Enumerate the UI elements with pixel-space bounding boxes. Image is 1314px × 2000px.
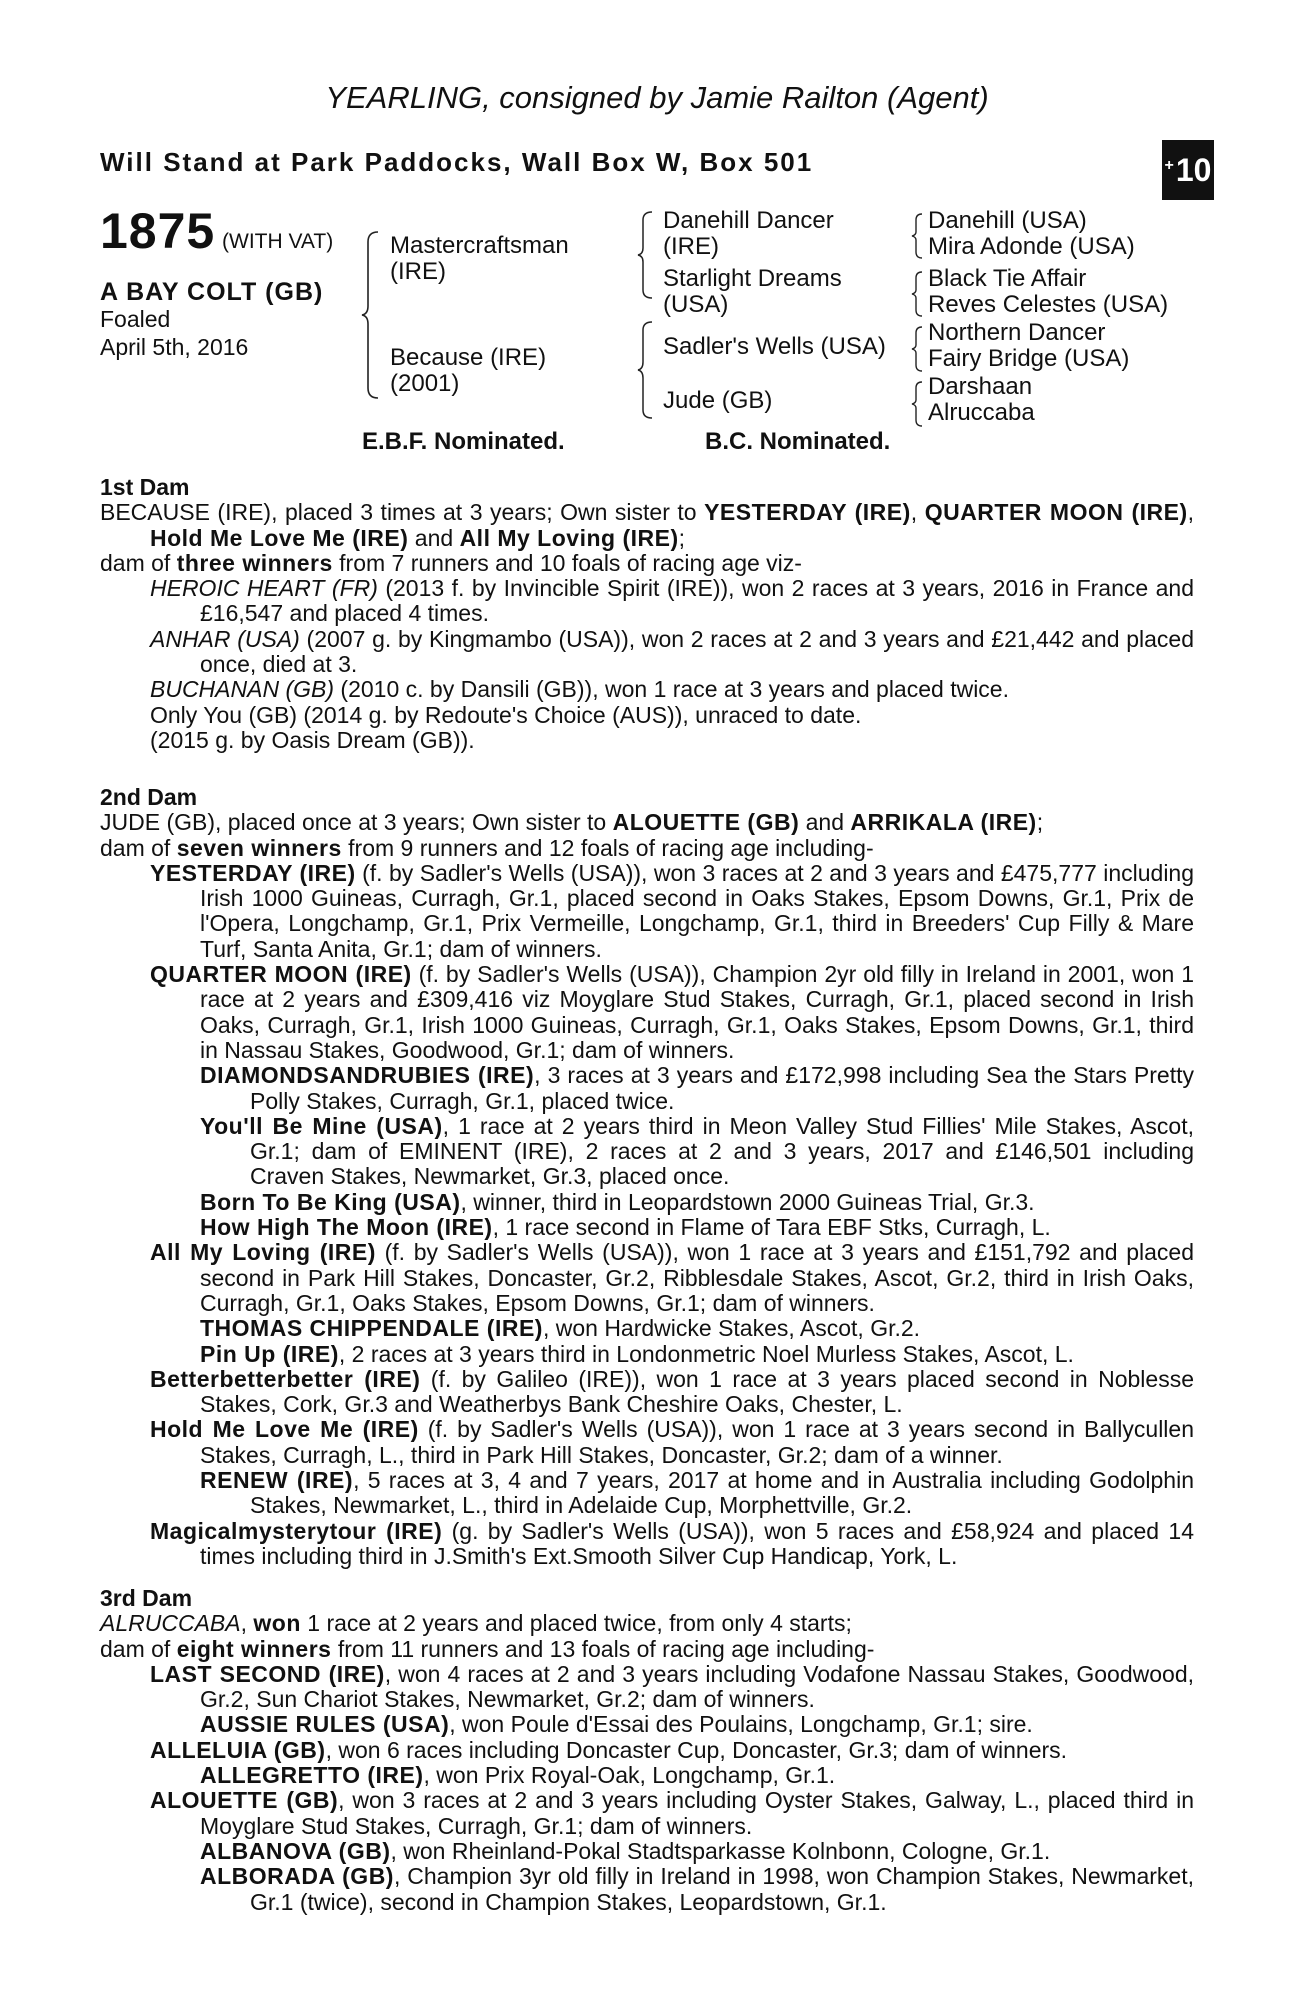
text: , won Poule d'Essai des Poulains, Longchamp, Gr.1; sire. <box>449 1711 1033 1738</box>
text: , 1 race second in Flame of Tara EBF Stks, Curragh, L. <box>492 1214 1051 1241</box>
pedigree-sire-dam: Starlight Dreams (USA) <box>663 265 842 318</box>
list-item <box>200 1839 1194 1864</box>
horse-name: ALOUETTE (GB) <box>612 809 800 836</box>
list-item <box>200 1468 1194 1519</box>
horse-name: YESTERDAY (IRE) <box>150 859 356 886</box>
list-item <box>150 1519 1194 1570</box>
list-item <box>200 1763 1194 1788</box>
text: , winner, third in Leopardstown 2000 Guineas Trial, Gr.3. <box>460 1188 1035 1215</box>
horse-name: HEROIC HEART (FR) <box>150 575 378 602</box>
text: , won Prix Royal-Oak, Longchamp, Gr.1. <box>423 1762 836 1789</box>
horse-name: You'll Be Mine (USA) <box>200 1112 443 1139</box>
foaled-date: April 5th, 2016 <box>100 334 249 360</box>
horse-name: LAST SECOND (IRE) <box>150 1660 385 1687</box>
text: and <box>799 809 851 836</box>
list-item <box>150 1417 1194 1468</box>
pedigree-dam-dam: Jude (GB) <box>663 387 773 414</box>
third-dam-heading: 3rd Dam <box>100 1585 193 1611</box>
sire-dam-brace <box>360 230 380 400</box>
horse-name: THOMAS CHIPPENDALE (IRE) <box>200 1315 543 1342</box>
won-label: won <box>253 1610 301 1637</box>
horse-name: How High The Moon (IRE) <box>200 1214 493 1241</box>
lot-description: A BAY COLT (GB) <box>100 278 324 306</box>
g-brace-4 <box>910 380 924 428</box>
list-item <box>200 1342 1194 1367</box>
horse-name: Magicalmysterytour (IRE) <box>150 1517 443 1544</box>
text: (f. by Sadler's Wells (USA)), won 3 races at 2 and 3 years and £475,777 including Irish 1000 Guineas, Curragh, Gr.1, placed second in Oaks Stakes, Epsom Downs, Gr.1, Prix de l'Opera, Longchamp, Gr.1, Prix Vermeille, Longchamp, Gr.1, third in Breeders' Cup Filly & Mare Turf, Santa Anita, Gr.1; dam of winners. <box>200 859 1195 962</box>
horse-name: DIAMONDSANDRUBIES (IRE) <box>200 1062 535 1089</box>
winners-count: seven winners <box>176 834 342 861</box>
pedigree-g6: Fairy Bridge (USA) <box>928 345 1130 372</box>
text: , won 6 races including Doncaster Cup, Doncaster, Gr.3; dam of winners. <box>325 1736 1068 1763</box>
text: , 1 race at 2 years third in Meon Valley Stud Fillies' Mile Stakes, Ascot, Gr.1; dam of EMINENT (IRE), 2 races at 2 and 3 years, 2017 and £146,501 including Craven Stakes, Newmarket, Gr.3, placed once. <box>250 1112 1194 1190</box>
second-dam-produce-summary <box>100 836 1194 861</box>
first-dam-summary <box>100 500 1194 551</box>
text: (f. by Sadler's Wells (USA)), won 1 race at 3 years and £151,792 and placed second in Park Hill Stakes, Doncaster, Gr.2, Ribblesdale Stakes, Ascot, Gr.2, third in Irish Oaks, Curragh, Gr.1, Oaks Stakes, Epsom Downs, Gr.1; dam of winners. <box>200 1239 1194 1316</box>
text: (2013 f. by Invincible Spirit (IRE)), won 2 races at 3 years, 2016 in France and £16,547 and placed 4 times. <box>200 575 1194 627</box>
list-item <box>150 1367 1194 1418</box>
list-item <box>150 861 1194 962</box>
sire-line-brace <box>636 210 654 300</box>
second-dam-section <box>100 785 1194 1569</box>
horse-name: QUARTER MOON (IRE) <box>150 961 412 988</box>
pedigree-g4: Reves Celestes (USA) <box>928 291 1169 318</box>
text: , Champion 3yr old filly in Ireland in 1998, won Champion Stakes, Newmarket, Gr.1 (twice), second in Champion Stakes, Leopardstown, Gr.1. <box>250 1863 1194 1915</box>
first-dam-heading: 1st Dam <box>100 474 190 500</box>
horse-name: Betterbetterbetter (IRE) <box>150 1365 421 1392</box>
horse-name: RENEW (IRE) <box>200 1467 354 1494</box>
text: from 7 runners and 10 foals of racing age viz- <box>332 549 802 576</box>
text: (f. by Sadler's Wells (USA)), won 1 race at 3 years second in Ballycullen Stakes, Curragh, L., third in Park Hill Stakes, Doncaster, Gr.2; dam of a winner. <box>200 1416 1194 1468</box>
text: , 3 races at 3 years and £172,998 including Sea the Stars Pretty Polly Stakes, Curragh, Gr.1, placed twice. <box>250 1062 1194 1114</box>
pedigree-g7: Darshaan <box>928 373 1033 400</box>
pedigree-dam-sire: Sadler's Wells (USA) <box>663 333 886 360</box>
list-item <box>150 1738 1194 1763</box>
vat-note: (WITH VAT) <box>222 230 334 253</box>
horse-name: BUCHANAN (GB) <box>150 676 335 703</box>
pedigree-g2: Mira Adonde (USA) <box>928 233 1135 260</box>
text: , <box>1187 499 1195 526</box>
stand-location: Will Stand at Park Paddocks, Wall Box W, Box 501 <box>100 147 814 177</box>
text: , won Rheinland-Pokal Stadtsparkasse Kolnbonn, Cologne, Gr.1. <box>390 1837 1051 1864</box>
second-dam-heading: 2nd Dam <box>100 784 198 810</box>
list-item <box>150 962 1194 1063</box>
second-dam-summary <box>100 810 1194 835</box>
foaled-info <box>100 305 248 361</box>
list-item <box>200 1190 1194 1215</box>
horse-name: ANHAR (USA) <box>150 625 300 652</box>
horse-name: ALLEGRETTO (IRE) <box>200 1762 424 1789</box>
text: from 9 runners and 12 foals of racing age including- <box>341 834 874 861</box>
list-item <box>150 1240 1194 1316</box>
list-item <box>200 1864 1194 1915</box>
text: and <box>408 524 460 551</box>
winners-count: eight winners <box>176 1635 332 1662</box>
text: ; <box>1036 809 1044 836</box>
horse-name: Hold Me Love Me (IRE) <box>150 524 409 551</box>
list-item <box>150 576 1194 627</box>
horse-name: All My Loving (IRE) <box>150 1239 376 1266</box>
third-dam-summary <box>100 1611 1194 1636</box>
text: (2010 c. by Dansili (GB)), won 1 race at 3 years and placed twice. <box>334 676 1009 703</box>
horse-name: Hold Me Love Me (IRE) <box>150 1416 419 1443</box>
list-item <box>200 1712 1194 1737</box>
winners-count: three winners <box>176 549 333 576</box>
badge-prefix: + <box>1164 157 1174 174</box>
pedigree-dam: Because (IRE) (2001) <box>390 344 547 397</box>
text: dam of <box>100 549 177 576</box>
pedigree-g3: Black Tie Affair <box>928 265 1087 292</box>
list-item <box>200 1114 1194 1190</box>
first-dam-section <box>100 475 1194 753</box>
text: (f. by Galileo (IRE)), won 1 race at 3 years placed second in Noblesse Stakes, Cork, Gr.3 and Weatherbys Bank Cheshire Oaks, Chester, L. <box>200 1365 1194 1418</box>
text: BECAUSE (IRE), placed 3 times at 3 years; Own sister to <box>100 499 705 526</box>
list-item <box>200 1316 1194 1341</box>
foaled-label: Foaled <box>100 306 171 332</box>
horse-name: All My Loving (IRE) <box>459 524 679 551</box>
third-dam-produce-summary <box>100 1637 1194 1662</box>
text: (2007 g. by Kingmambo (USA)), won 2 races at 2 and 3 years and £21,442 and placed once, died at 3. <box>200 625 1194 678</box>
text: dam of <box>100 1635 177 1662</box>
badge-number: 10 <box>1175 151 1212 188</box>
text: , <box>240 1610 254 1637</box>
g-brace-2 <box>910 270 924 318</box>
third-dam-section <box>100 1586 1194 1915</box>
dam-line-brace <box>636 320 654 420</box>
horse-name: ALLELUIA (GB) <box>150 1736 326 1763</box>
pedigree-sire: Mastercraftsman (IRE) <box>390 232 569 285</box>
horse-name: YESTERDAY (IRE) <box>704 499 911 526</box>
text: (g. by Sadler's Wells (USA)), won 5 races and £58,924 and placed 14 times including third in J.Smith's Ext.Smooth Silver Cup Handicap, York, L. <box>200 1517 1194 1569</box>
text: 1 race at 2 years and placed twice, from only 4 starts; <box>300 1610 852 1637</box>
text: (f. by Sadler's Wells (USA)), Champion 2yr old filly in Ireland in 2001, won 1 race at 2 years and £309,416 viz Moyglare Stud Stakes, Curragh, Gr.1, placed second in Irish Oaks, Curragh, Gr.1, Irish 1000 Guineas, Curragh, Gr.1, Oaks Stakes, Epsom Downs, Gr.1, third in Nassau Stakes, Goodwood, Gr.1; dam of winners. <box>200 961 1194 1063</box>
list-item <box>150 1662 1194 1713</box>
pedigree-g1: Danehill (USA) <box>928 207 1087 234</box>
text: , won Hardwicke Stakes, Ascot, Gr.2. <box>542 1315 921 1342</box>
text: ; <box>678 524 686 551</box>
pedigree-g8: Alruccaba <box>928 399 1035 426</box>
horse-name: Pin Up (IRE) <box>200 1340 339 1367</box>
text: , won 4 races at 2 and 3 years including Vodafone Nassau Stakes, Goodwood, Gr.2, Sun Chariot Stakes, Newmarket, Gr.2; dam of winners. <box>200 1660 1195 1713</box>
ebf-nominated: E.B.F. Nominated. <box>362 428 565 455</box>
list-item <box>150 677 1194 702</box>
text: JUDE (GB), placed once at 3 years; Own sister to <box>100 809 613 836</box>
g-brace-1 <box>910 212 924 260</box>
horse-name: ALRUCCABA <box>100 1610 241 1637</box>
list-item <box>150 627 1194 678</box>
text: from 11 runners and 13 foals of racing age including- <box>331 1635 875 1662</box>
first-dam-produce-summary <box>100 551 1194 576</box>
page-title: YEARLING, consigned by Jamie Railton (Agent) <box>325 80 989 115</box>
list-item: (2015 g. by Oasis Dream (GB)). <box>150 726 475 753</box>
plus-10-badge <box>1162 140 1214 200</box>
list-item: Only You (GB) (2014 g. by Redoute's Choice (AUS)), unraced to date. <box>150 701 862 728</box>
horse-name: Born To Be King (USA) <box>200 1188 461 1215</box>
lot-number: 1875 <box>100 203 216 259</box>
horse-name: AUSSIE RULES (USA) <box>200 1711 450 1738</box>
bc-nominated: B.C. Nominated. <box>705 428 891 455</box>
horse-name: ALBANOVA (GB) <box>200 1837 391 1864</box>
text: , <box>910 499 925 526</box>
list-item <box>200 1215 1194 1240</box>
horse-name: ALBORADA (GB) <box>200 1863 394 1890</box>
text: , 2 races at 3 years third in Londonmetric Noel Murless Stakes, Ascot, L. <box>338 1340 1074 1367</box>
list-item <box>200 1063 1194 1114</box>
text: dam of <box>100 834 177 861</box>
pedigree-g5: Northern Dancer <box>928 319 1106 346</box>
horse-name: QUARTER MOON (IRE) <box>924 499 1188 526</box>
list-item <box>150 1788 1194 1839</box>
horse-name: ARRIKALA (IRE) <box>850 809 1037 836</box>
pedigree-sire-sire: Danehill Dancer (IRE) <box>663 207 834 260</box>
text: , won 3 races at 2 and 3 years including Oyster Stakes, Galway, L., placed third in Moyglare Stud Stakes, Curragh, Gr.1; dam of winners. <box>200 1787 1194 1839</box>
text: , 5 races at 3, 4 and 7 years, 2017 at home and in Australia including Godolphin Stakes, Newmarket, L., third in Adelaide Cup, Morphettville, Gr.2. <box>250 1467 1194 1519</box>
horse-name: ALOUETTE (GB) <box>150 1787 339 1814</box>
